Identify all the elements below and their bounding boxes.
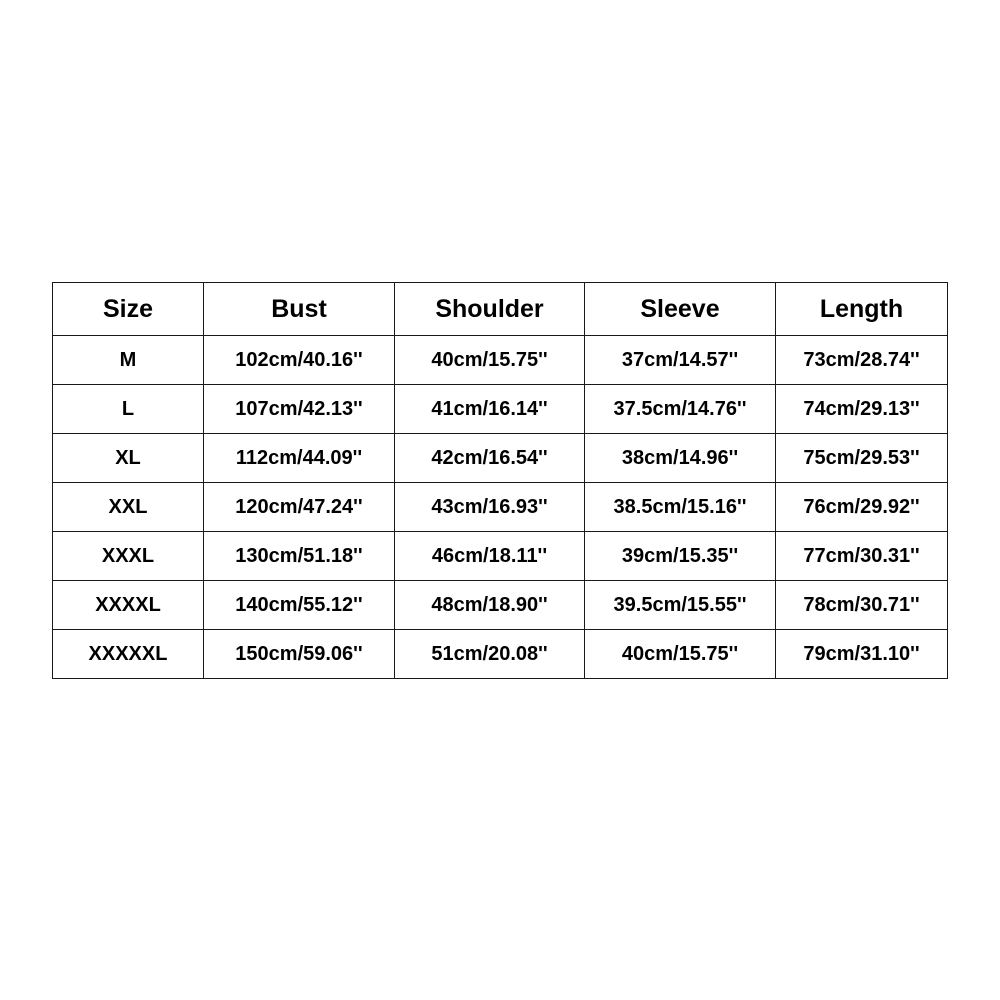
header-bust: Bust [204,283,395,336]
length-cell: 73cm/28.74'' [776,336,948,385]
size-cell: L [53,385,204,434]
size-cell: XXXXL [53,581,204,630]
bust-cell: 102cm/40.16'' [204,336,395,385]
table-row [53,336,948,385]
table-header [53,283,948,336]
bust-cell: 140cm/55.12'' [204,581,395,630]
table-row [53,630,948,679]
shoulder-cell: 42cm/16.54'' [395,434,585,483]
shoulder-cell: 46cm/18.11'' [395,532,585,581]
length-cell: 74cm/29.13'' [776,385,948,434]
sleeve-cell: 37cm/14.57'' [585,336,776,385]
bust-cell: 150cm/59.06'' [204,630,395,679]
size-chart-table [52,282,948,679]
length-cell: 77cm/30.31'' [776,532,948,581]
sleeve-cell: 38cm/14.96'' [585,434,776,483]
length-cell: 75cm/29.53'' [776,434,948,483]
table-row [53,483,948,532]
table-row [53,385,948,434]
sleeve-cell: 39.5cm/15.55'' [585,581,776,630]
bust-cell: 120cm/47.24'' [204,483,395,532]
bust-cell: 112cm/44.09'' [204,434,395,483]
bust-cell: 130cm/51.18'' [204,532,395,581]
shoulder-cell: 48cm/18.90'' [395,581,585,630]
size-cell: XXXXXL [53,630,204,679]
table-row [53,434,948,483]
length-cell: 76cm/29.92'' [776,483,948,532]
sleeve-cell: 39cm/15.35'' [585,532,776,581]
size-cell: XXL [53,483,204,532]
table-row [53,581,948,630]
length-cell: 78cm/30.71'' [776,581,948,630]
header-length: Length [776,283,948,336]
shoulder-cell: 51cm/20.08'' [395,630,585,679]
table-row [53,532,948,581]
sleeve-cell: 38.5cm/15.16'' [585,483,776,532]
sleeve-cell: 40cm/15.75'' [585,630,776,679]
bust-cell: 107cm/42.13'' [204,385,395,434]
size-cell: M [53,336,204,385]
size-cell: XL [53,434,204,483]
length-cell: 79cm/31.10'' [776,630,948,679]
table-body [53,336,948,679]
header-sleeve: Sleeve [585,283,776,336]
header-row [53,283,948,336]
sleeve-cell: 37.5cm/14.76'' [585,385,776,434]
shoulder-cell: 41cm/16.14'' [395,385,585,434]
header-shoulder: Shoulder [395,283,585,336]
shoulder-cell: 43cm/16.93'' [395,483,585,532]
header-size: Size [53,283,204,336]
shoulder-cell: 40cm/15.75'' [395,336,585,385]
size-cell: XXXL [53,532,204,581]
